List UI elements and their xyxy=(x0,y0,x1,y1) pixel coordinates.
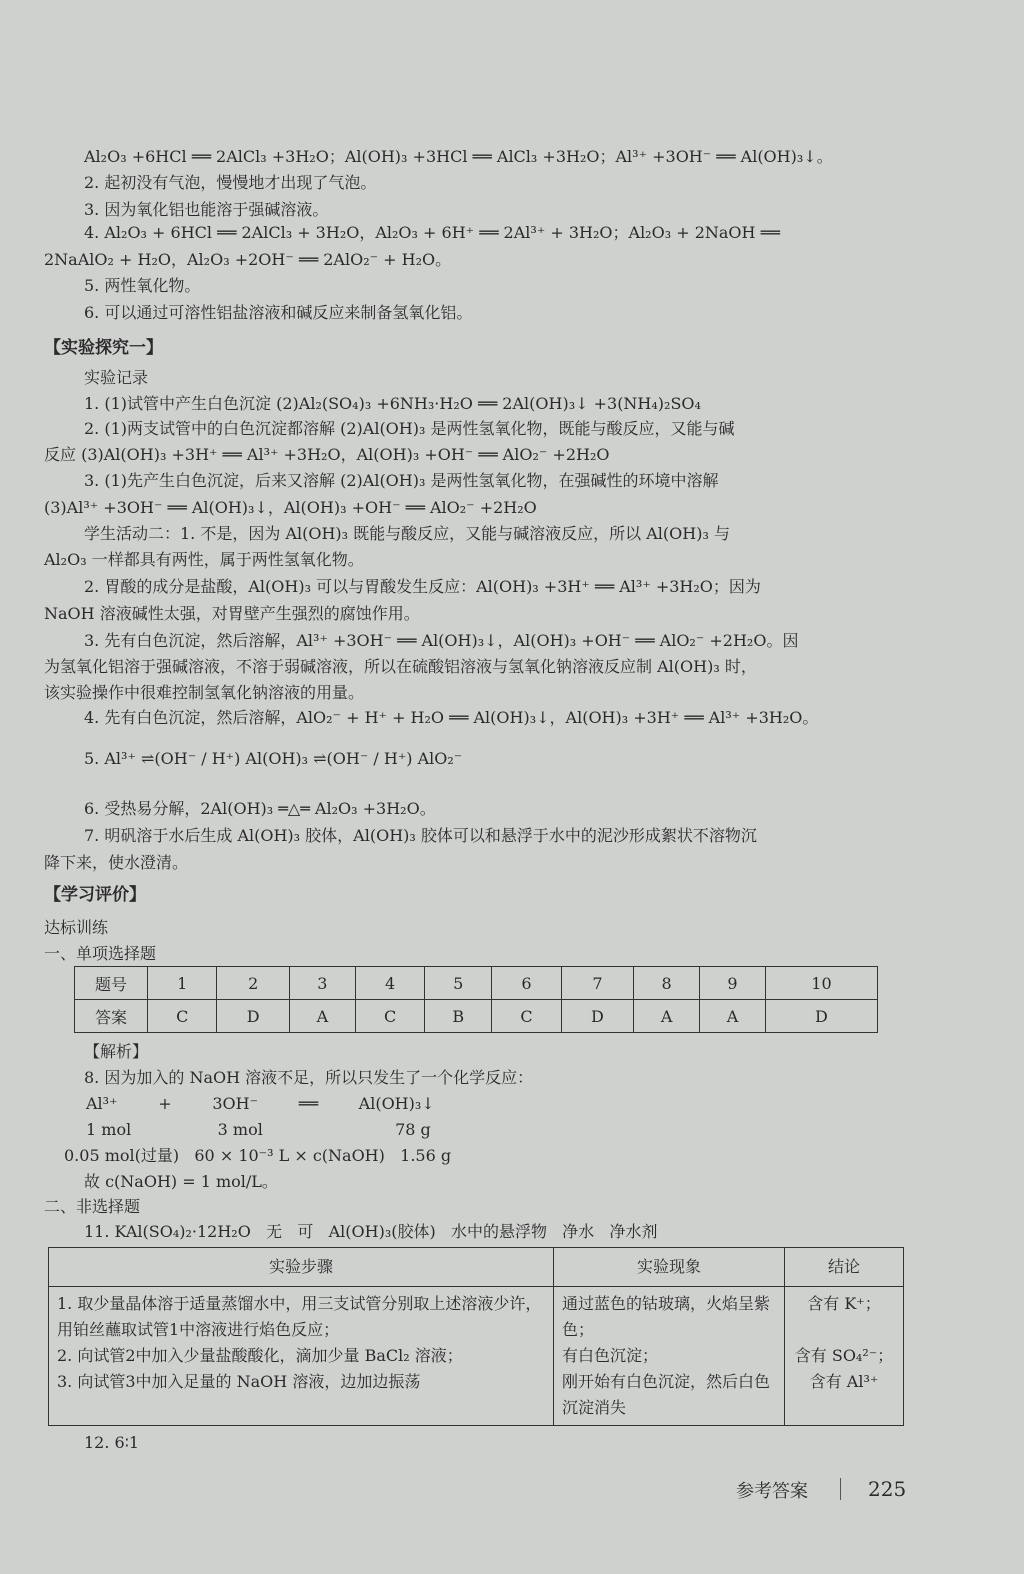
table-header: 结论 xyxy=(785,1248,904,1287)
page-number: 225 xyxy=(868,1477,907,1501)
table-cell: 1 xyxy=(148,967,217,1000)
table-cell: 含有 K⁺； 含有 SO₄²⁻； 含有 Al³⁺ xyxy=(785,1287,904,1426)
table-cell: C xyxy=(492,1000,561,1033)
table-cell: 6 xyxy=(492,967,561,1000)
table-cell: C xyxy=(355,1000,424,1033)
table-cell: 4 xyxy=(355,967,424,1000)
table-cell: D xyxy=(765,1000,877,1033)
text-line: 反应 (3)Al(OH)₃ +3H⁺ ══ Al³⁺ +3H₂O，Al(OH)₃ +OH⁻ ══ AlO₂⁻ +2H₂O xyxy=(44,445,610,464)
table-row xyxy=(75,967,878,1000)
section-heading: 【实验探究一】 xyxy=(44,338,163,358)
text-line: Al³⁺ + 3OH⁻ ══ Al(OH)₃↓ xyxy=(86,1094,435,1113)
text-line: 2. (1)两支试管中的白色沉淀都溶解 (2)Al(OH)₃ 是两性氢氧化物，既能与酸反应，又能与碱 xyxy=(84,419,735,438)
text-line: 降下来，使水澄清。 xyxy=(44,853,189,872)
subheading: 实验记录 xyxy=(84,368,149,387)
text-line: 为氢氧化铝溶于强碱溶液，不溶于弱碱溶液，所以在硫酸铝溶液与氢氧化钠溶液反应制 Al(OH)₃ 时， xyxy=(44,657,757,676)
section-heading: 【学习评价】 xyxy=(44,885,146,905)
table-cell: 3 xyxy=(289,967,355,1000)
table-cell: 7 xyxy=(561,967,634,1000)
table-cell: 10 xyxy=(765,967,877,1000)
table-header: 实验步骤 xyxy=(49,1248,554,1287)
text-line: 3. (1)先产生白色沉淀，后来又溶解 (2)Al(OH)₃ 是两性氢氧化物，在强碱性的环境中溶解 xyxy=(84,471,719,490)
table-cell: 答案 xyxy=(75,1000,148,1033)
table-cell: D xyxy=(217,1000,290,1033)
table-cell: C xyxy=(148,1000,217,1033)
table-cell: 5 xyxy=(425,967,492,1000)
text-line: NaOH 溶液碱性太强，对胃壁产生强烈的腐蚀作用。 xyxy=(44,604,420,623)
table-cell: A xyxy=(289,1000,355,1033)
subheading: 二、非选择题 xyxy=(44,1197,141,1216)
subheading: 达标训练 xyxy=(44,918,109,937)
text-line: 8. 因为加入的 NaOH 溶液不足，所以只发生了一个化学反应： xyxy=(84,1068,534,1087)
footer-divider xyxy=(840,1478,841,1500)
text-line: 6. 可以通过可溶性铝盐溶液和碱反应来制备氢氧化铝。 xyxy=(84,303,473,322)
text-line: 7. 明矾溶于水后生成 Al(OH)₃ 胶体，Al(OH)₃ 胶体可以和悬浮于水中的泥沙形成絮状不溶物沉 xyxy=(84,826,757,845)
text-line: 4. 先有白色沉淀，然后溶解，AlO₂⁻ + H⁺ + H₂O ══ Al(OH)₃↓，Al(OH)₃ +3H⁺ ══ Al³⁺ +3H₂O。 xyxy=(84,708,819,727)
table-cell: 通过蓝色的钴玻璃，火焰呈紫色； 有白色沉淀； 刚开始有白色沉淀，然后白色沉淀消失 xyxy=(554,1287,785,1426)
table-cell: 题号 xyxy=(75,967,148,1000)
text-line: 5. Al³⁺ ⇌(OH⁻ / H⁺) Al(OH)₃ ⇌(OH⁻ / H⁺) AlO₂⁻ xyxy=(84,749,463,768)
subheading: 【解析】 xyxy=(84,1042,149,1061)
text-line: 6. 受热易分解，2Al(OH)₃ ═△═ Al₂O₃ +3H₂O。 xyxy=(84,799,436,818)
text-line: 1. (1)试管中产生白色沉淀 (2)Al₂(SO₄)₃ +6NH₃·H₂O ══ 2Al(OH)₃↓ +3(NH₄)₂SO₄ xyxy=(84,394,701,413)
table-cell: A xyxy=(700,1000,766,1033)
experiment-table xyxy=(48,1247,904,1426)
text-line: 学生活动二：1. 不是，因为 Al(OH)₃ 既能与酸反应，又能与碱溶液反应，所以 Al(OH)₃ 与 xyxy=(84,524,730,543)
text-line: 4. Al₂O₃ + 6HCl ══ 2AlCl₃ + 3H₂O，Al₂O₃ + 6H⁺ ══ 2Al³⁺ + 3H₂O；Al₂O₃ + 2NaOH ══ xyxy=(84,223,780,242)
text-line: 该实验操作中很难控制氢氧化钠溶液的用量。 xyxy=(44,683,365,702)
table-cell: A xyxy=(634,1000,700,1033)
table-cell: 2 xyxy=(217,967,290,1000)
text-line: Al₂O₃ 一样都具有两性，属于两性氢氧化物。 xyxy=(44,550,364,569)
table-cell: B xyxy=(425,1000,492,1033)
table-row xyxy=(49,1248,904,1287)
text-line: 1 mol 3 mol 78 g xyxy=(86,1120,431,1139)
text-line: 11. KAl(SO₄)₂·12H₂O 无 可 Al(OH)₃(胶体) 水中的悬浮物 净水 净水剂 xyxy=(84,1222,658,1241)
text-line: 故 c(NaOH) = 1 mol/L。 xyxy=(84,1172,278,1191)
table-row xyxy=(75,1000,878,1033)
text-line: Al₂O₃ +6HCl ══ 2AlCl₃ +3H₂O；Al(OH)₃ +3HCl ══ AlCl₃ +3H₂O；Al³⁺ +3OH⁻ ══ Al(OH)₃↓。 xyxy=(84,147,833,166)
text-line: 3. 先有白色沉淀，然后溶解，Al³⁺ +3OH⁻ ══ Al(OH)₃↓，Al(OH)₃ +OH⁻ ══ AlO₂⁻ +2H₂O。因 xyxy=(84,631,799,650)
answer-table xyxy=(74,966,878,1033)
table-cell: 8 xyxy=(634,967,700,1000)
table-row xyxy=(49,1287,904,1426)
text-line: 5. 两性氧化物。 xyxy=(84,276,201,295)
table-cell: 1. 取少量晶体溶于适量蒸馏水中，用三支试管分别取上述溶液少许，用铂丝蘸取试管1中溶液进行焰色反应； 2. 向试管2中加入少量盐酸酸化，滴加少量 BaCl₂ 溶液； 3. 向试管3中加入足量的 NaOH 溶液，边加边振荡 xyxy=(49,1287,554,1426)
table-header: 实验现象 xyxy=(554,1248,785,1287)
text-line: 2. 起初没有气泡，慢慢地才出现了气泡。 xyxy=(84,173,377,192)
text-line: (3)Al³⁺ +3OH⁻ ══ Al(OH)₃↓，Al(OH)₃ +OH⁻ ══ AlO₂⁻ +2H₂O xyxy=(44,498,537,517)
footer-label: 参考答案 xyxy=(736,1481,808,1502)
text-line: 2. 胃酸的成分是盐酸，Al(OH)₃ 可以与胃酸发生反应：Al(OH)₃ +3H⁺ ══ Al³⁺ +3H₂O；因为 xyxy=(84,577,761,596)
text-line: 3. 因为氧化铝也能溶于强碱溶液。 xyxy=(84,200,329,219)
text-line: 0.05 mol(过量) 60 × 10⁻³ L × c(NaOH) 1.56 g xyxy=(64,1146,452,1165)
subheading: 一、单项选择题 xyxy=(44,944,157,963)
table-cell: D xyxy=(561,1000,634,1033)
text-line: 2NaAlO₂ + H₂O，Al₂O₃ +2OH⁻ ══ 2AlO₂⁻ + H₂O。 xyxy=(44,250,452,269)
table-cell: 9 xyxy=(700,967,766,1000)
text-line: 12. 6∶1 xyxy=(84,1433,140,1452)
